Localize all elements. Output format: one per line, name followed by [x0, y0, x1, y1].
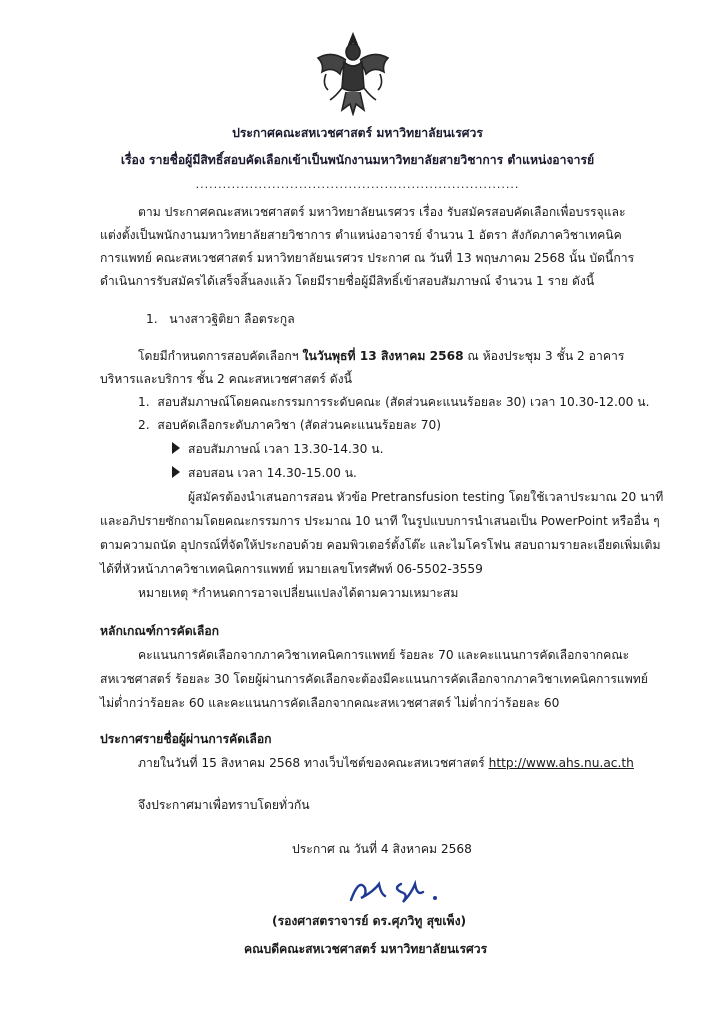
- intro-line-1: ตาม ประกาศคณะสหเวชศาสตร์ มหาวิทยาลัยนเรศวร เรื่อง รับสมัครสอบคัดเลือกเพื่อบรรจุและ: [138, 205, 626, 219]
- intro-line-4: ดำเนินการรับสมัครได้เสร็จสิ้นลงแล้ว โดยมีรายชื่อผู้มีสิทธิ์เข้าสอบสัมภาษณ์ จำนวน 1 ราย ดังนี้: [100, 274, 595, 288]
- dean-signature: [345, 870, 445, 910]
- title-divider: ........................................................................: [195, 178, 520, 191]
- announcement-text: ภายในวันที่ 15 สิงหาคม 2568 ทางเว็บไซต์ของคณะสหเวชศาสตร์: [138, 756, 489, 770]
- faculty-website-link[interactable]: http://www.ahs.nu.ac.th: [488, 756, 634, 770]
- criteria-line-2: สหเวชศาสตร์ ร้อยละ 30 โดยผู้ผ่านการคัดเลือกจะต้องมีคะแนนการคัดเลือกจากภาควิชาเทคนิคการแพทย์: [100, 672, 648, 686]
- bullet-triangle-icon: [172, 466, 180, 478]
- schedule-line-2: บริหารและบริการ ชั้น 2 คณะสหเวชศาสตร์ ดังนี้: [100, 372, 352, 386]
- schedule-item-number: 2.: [138, 418, 150, 432]
- schedule-line-1: [138, 347, 624, 366]
- criteria-line-1: คะแนนการคัดเลือกจากภาควิชาเทคนิคการแพทย์ ร้อยละ 70 และคะแนนการคัดเลือกจากคณะ: [138, 648, 630, 662]
- candidate-name: นางสาวฐิติยา ลือตระกูล: [169, 312, 295, 326]
- signer-name: (รองศาสตราจารย์ ดร.ศุภวิทู สุขเพ็ง): [272, 914, 467, 928]
- closing-statement: จึงประกาศมาเพื่อทราบโดยทั่วกัน: [138, 798, 310, 812]
- schedule-suffix: ณ ห้องประชุม 3 ชั้น 2 อาคาร: [463, 349, 625, 363]
- sub-item-text: สอบสอน เวลา 14.30-15.00 น.: [188, 466, 357, 480]
- garuda-emblem-icon: [312, 30, 394, 116]
- exam-date: ในวันพุธที่ 13 สิงหาคม 2568: [302, 349, 464, 363]
- announcement-line: [138, 754, 634, 773]
- announcement-subject: เรื่อง รายชื่อผู้มีสิทธิ์สอบคัดเลือกเข้าเป็นพนักงานมหาวิทยาลัยสายวิชาการ ตำแหน่งอาจารย์: [120, 153, 595, 167]
- candidate-item: [146, 310, 295, 329]
- schedule-note: หมายเหตุ *กำหนดการอาจเปลี่ยนแปลงได้ตามความเหมาะสม: [138, 586, 459, 600]
- sub-item-text: สอบสัมภาษณ์ เวลา 13.30-14.30 น.: [188, 442, 384, 456]
- sub-item-teaching: [172, 464, 357, 483]
- schedule-item: [138, 393, 650, 412]
- candidate-number: 1.: [146, 312, 158, 326]
- schedule-item-text: สอบสัมภาษณ์โดยคณะกรรมการระดับคณะ (สัดส่วนคะแนนร้อยละ 30) เวลา 10.30-12.00 น.: [157, 395, 650, 409]
- teaching-line-2: และอภิปรายซักถามโดยคณะกรรมการ ประมาณ 10 นาที ในรูปแบบการนำเสนอเป็น PowerPoint หรืออื่น ๆ: [100, 514, 660, 528]
- intro-line-3: การแพทย์ คณะสหเวชศาสตร์ มหาวิทยาลัยนเรศวร ประกาศ ณ วันที่ 13 พฤษภาคม 2568 นั้น บัดนี้การ: [100, 251, 635, 265]
- schedule-item-text: สอบคัดเลือกระดับภาควิชา (สัดส่วนคะแนนร้อยละ 70): [157, 418, 441, 432]
- intro-line-2: แต่งตั้งเป็นพนักงานมหาวิทยาลัยสายวิชาการ ตำแหน่งอาจารย์ จำนวน 1 อัตรา สังกัดภาควิชาเทคนิค: [100, 228, 622, 242]
- schedule-item: [138, 416, 441, 435]
- sub-item-interview: [172, 440, 384, 459]
- signer-title: คณบดีคณะสหเวชศาสตร์ มหาวิทยาลัยนเรศวร: [244, 942, 488, 956]
- schedule-item-number: 1.: [138, 395, 150, 409]
- criteria-heading: หลักเกณฑ์การคัดเลือก: [100, 624, 220, 638]
- teaching-line-4: ได้ที่หัวหน้าภาควิชาเทคนิคการแพทย์ หมายเลขโทรศัพท์ 06-5502-3559: [100, 562, 483, 576]
- announcement-heading: ประกาศรายชื่อผู้ผ่านการคัดเลือก: [100, 732, 272, 746]
- schedule-prefix: โดยมีกำหนดการสอบคัดเลือกฯ: [138, 349, 303, 363]
- announcement-title: ประกาศคณะสหเวชศาสตร์ มหาวิทยาลัยนเรศวร: [232, 126, 483, 140]
- teaching-line-1: ผู้สมัครต้องนำเสนอการสอน หัวข้อ Pretransfusion testing โดยใช้เวลาประมาณ 20 นาที: [188, 490, 664, 504]
- bullet-triangle-icon: [172, 442, 180, 454]
- announcement-date: ประกาศ ณ วันที่ 4 สิงหาคม 2568: [292, 842, 472, 856]
- criteria-line-3: ไม่ต่ำกว่าร้อยละ 60 และคะแนนการคัดเลือกจากคณะสหเวชศาสตร์ ไม่ต่ำกว่าร้อยละ 60: [100, 696, 560, 710]
- teaching-line-3: ตามความถนัด อุปกรณ์ที่จัดให้ประกอบด้วย คอมพิวเตอร์ตั้งโต๊ะ และไมโครโฟน สอบถามรายละเอียดเพิ่มเติม: [100, 538, 661, 552]
